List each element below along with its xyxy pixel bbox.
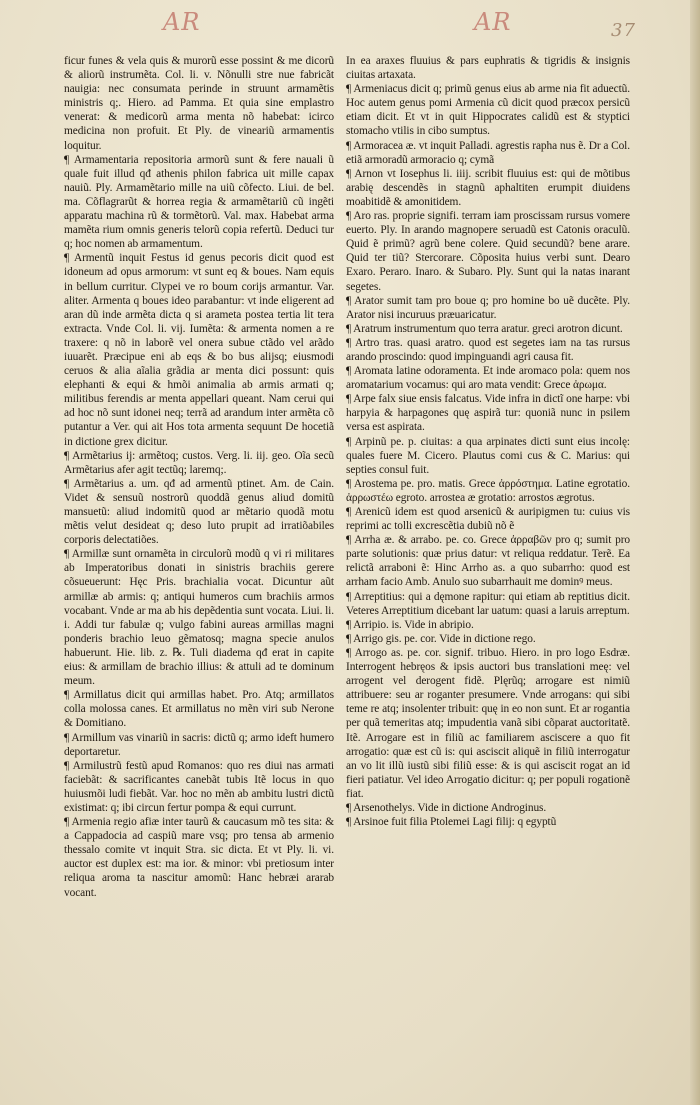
- entry-paragraph: ¶ Arripio. is. Vide in abripio.: [346, 618, 474, 631]
- entry-paragraph: In ea araxes fluuius & pars euphratis & tigridis & insignis ciuitas artaxata.: [346, 55, 630, 82]
- entry-paragraph: ¶ Armillæ sunt ornamẽta in circulorũ modũ q vi ri militares ab Imperatoribus donati in sinistris brachiis gerere cõsueuerunt: Hęc Pris. brachialia vocat. Dicuntur aũt armillæ ab armis: q; antiqui humeros cum brachiis armos vocabant. Vnde ar ma ab his depẽdentia sunt vocata. Liui. li. i. Addi tur fabulæ q; vulgo fabini aureas armillas magni ponderis brachio leuo gẽmatosq; magna specie anulos habuerunt. Hie. lib. z. ℞. Tuli diadema qđ erat in capite eius: & armillam de brachio illius: & attuli ad te dominum meum.: [64, 548, 334, 688]
- entry-paragraph: ¶ Aro ras. proprie signifi. terram iam proscissam rursus vomere euerto. Ply. In arando magnopere seruadũ est Catonis oraculũ. Quid ẽ primũ? agrũ bene colere. Quid secundũ? bene arare. Quid ter tiũ? Stercorare. Cõposita huius verbi sunt. Dearo Exaro. Peraro. Inaro. & Subaro. Ply. Sunt qui la natas inarant segetes.: [346, 210, 630, 293]
- entry-paragraph: ¶ Armenia regio afiæ inter taurũ & caucasum mõ tes sita: & a Cappadocia ad caspiũ mare vsq; pro tensa ab armenio thessalo comite vt inquit Stra. sic dicta. Et vt Ply. li. vi. auctor est duplex est: ma ior. & minor: vbi pretiosum inter reliqua aroma ta nascitur amomũ: Hanc hebræi ararab vocant.: [64, 816, 334, 899]
- entry-paragraph: ¶ Arrigo gis. pe. cor. Vide in dictione rego.: [346, 632, 536, 645]
- entry-paragraph: ¶ Arreptitius: qui a dęmone rapitur: qui etiam ab reptitius dicit. Veteres Arreptitium dicebant lar uatum: quasi a laruis arreptum.: [346, 590, 630, 617]
- folio-number: 37: [611, 20, 636, 41]
- entry-paragraph: ¶ Arsinoe fuit filia Ptolemei Lagi filij: q egyptũ: [346, 816, 557, 829]
- entry-paragraph: ¶ Aromata latine odoramenta. Et inde aromaco pola: quem nos aromatarium vocamus: qui aro mata vendit: Grece ἀρωμα.: [346, 365, 630, 392]
- entry-paragraph: ¶ Arrogo as. pe. cor. signif. tribuo. Hiero. in pro logo Esdræ. Interrogent hebręos & ipsis auctori bus translationi meę: vel arrogent vel derogent fidẽ. Plęrũq; arrogare est nimiũ attribuere: seu ar roganter presumere. Vnde arrogans: qui sibi teme re atq; insolenter tribuit: quę in eo non sunt. Et ar rogantia per quã temeritas atq; impudentia vanã sibi cõparat auctoritatẽ. Itẽ. Arrogare est in filiũ ac familiarem asciscere a quo fit arrogatio: quæ est cũ is: qui asciscit aliquẽ in filiũ interrogatur an vo lit illũ iustũ sibi filiũ esse: & is qui asciscit rogat an id fieri patiatur. Vel ideo Arrogatio dicitur: q; per populi rogationẽ fiat.: [346, 646, 630, 800]
- entry-paragraph: ¶ Arpe falx siue ensis falcatus. Vide infra in dictĩ one harpe: vbi harpyia & harpagones quę aspirã tur: quoniã nunc in psilem versa est aspirata.: [346, 393, 630, 434]
- entry-paragraph: ¶ Arnon vt Iosephus li. iiij. scribit fluuius est: qui de mõtibus arabię descendẽs in stagnũ aphaltiten erumpit diuidens moabitidẽ & amonitidem.: [346, 167, 630, 208]
- entry-paragraph: ¶ Armẽtarius a. um. qđ ad armentũ ptinet. Am. de Cain. Videt & sensuũ nostrorũ quoddã genus aliud domitũ mansuetũ: aliud indomitũ quod ar mẽtario quodã motu mẽtis velut desideat q; deso luto prupit ad irratiõabiles corporis delectatiões.: [64, 477, 334, 547]
- entry-paragraph: ¶ Aratrum instrumentum quo terra aratur. greci arotron dicunt.: [346, 322, 623, 335]
- right-column: [346, 54, 630, 829]
- entry-paragraph: ¶ Armillum vas vinariũ in sacris: dictũ q; armo ideft humero deportaretur.: [64, 731, 334, 758]
- entry-paragraph: ¶ Armẽtarius ij: armẽtoq; custos. Verg. li. iij. geo. Oĩa secũ Armẽtarius afer agit tectũq; laremq;.: [64, 449, 334, 476]
- entry-paragraph: ¶ Artro tras. quasi aratro. quod est segetes iam na tas rursus arando proscindo: quod impinguandi agri causa fit.: [346, 336, 630, 363]
- entry-paragraph: ¶ Armamentaria repositoria armorũ sunt & fere nauali ũ quale fuit illud qđ athenis philon fabrica uit mille capax nauiũ. Ply. Armamẽtario mille na uiũ cõfecto. Liui. de bel. ma. Cõflagrarũt & horrea regia & armamẽtariũ cũ ingẽti apparatu machina rũ & tormẽtorũ. Val. max. Habebat arma mamẽta rium omnis generis telorũ copia refertũ. Deduci tur q; hoc nomen ab armamentum.: [64, 153, 334, 251]
- entry-paragraph: ficur funes & vela quis & murorũ esse possint & me dicorũ & aliorũ instrumẽta. Col. li. v. Nõnulli stre nue fabricãt nauigia: nec consumata perinde in struunt armamẽtis ministris q;. Hiero. ad Pamma. Et quia sine emplastro venerat: & medicorũ arma menta nõ habebat: icirco medicina non profuit. Et Ply. de vineariũ armamentis loquitur.: [64, 55, 334, 152]
- entry-paragraph: ¶ Arsenothelys. Vide in dictione Androginus.: [346, 801, 547, 814]
- entry-paragraph: ¶ Arator sumit tam pro boue q; pro homine bo uẽ ducẽte. Ply. Arator nisi incuruus præuaricatur.: [346, 294, 630, 321]
- entry-paragraph: ¶ Armillatus dicit qui armillas habet. Pro. Atq; armillatos colla molossa canes. Et armillatus no mẽn viri sub Nerone & Domitiano.: [64, 689, 334, 730]
- entry-paragraph: ¶ Armeniacus dicit q; primũ genus eius ab arme nia fit aduectũ. Hoc autem genus pomi Armenia cũ dicit quod præcox persicũ etiam dicit. Et vt in quit Hippocrates calidũ est & styptici stomacho vtilis in cibo sumptus.: [346, 83, 630, 138]
- running-head-left: AR: [163, 8, 201, 36]
- entry-paragraph: ¶ Arenicũ idem est quod arsenicũ & auripigmen tu: cuius vis reprimi ac tolli excrescẽtia dubiũ nõ ẽ: [346, 506, 630, 533]
- left-column: [64, 54, 334, 900]
- entry-paragraph: ¶ Armentũ inquit Festus id genus pecoris dicit quod est idoneum ad opus armorum: vt sunt eq & boues. Nam equis in bellum curritur. Clypei ve ro boum corijs armantur. Var. aliter. Armenta q boues ideo parabantur: vt inde eligerent ad aran dũ inde armẽta dicta q si arameta postea tertia lit tera extracta. Vnde Col. li. vij. Iumẽta: & armenta nomen a re traxere: q nõ in laborẽ vel onera subue ctãdo vel arãdo iuuarẽt. Præcipue eni ab eqs & bo bus alijsq; eiusmodi ceruos & alia aĩalia grãdia ar menta dici possunt: quis elephanti & equi & hmõi animalia ab armis armati q; militibus ferendis ar menta appellari queant. Nam cerui qui ad hoc nõ sunt idonei neq; terrã ad arandum inter armẽta cõ putantur a Ver. qui ait Hos tota armenta sequunt De hocetiã in dictione grex dicitur.: [64, 252, 334, 448]
- entry-paragraph: ¶ Arostema pe. pro. matis. Grece ἀρρόστημα. Latine egrotatio. ἀρρωστέω egroto. arrostea æ grotatio: arrostos ægrotus.: [346, 477, 630, 504]
- entry-paragraph: ¶ Arrha æ. & arrabo. pe. co. Grece ἀρραβῶν pro q; sumit pro parte solutionis: quæ prius datur: vt reliqua reddatur. Terẽ. Ea relictã arraboni ẽ: Hinc Arrho as. a quo subarrho: quod est arrham facio Amb. Anulo suo subarrhauit me dominꝰ meus.: [346, 534, 630, 589]
- page-edge: [690, 0, 700, 1105]
- entry-paragraph: ¶ Arpinũ pe. p. ciuitas: a qua arpinates dicti sunt eius incolę: quales fuere M. Cicero. Plautus comi cus & C. Marius: qui septies consul fuit.: [346, 435, 630, 476]
- entry-paragraph: ¶ Armilustrũ festũ apud Romanos: quo res diui nas armati faciebãt: & sacrificantes canebãt tubis Itẽ locus in quo huiusmõi ludi fiebãt. Var. hoc no mẽn ab ambitu lustri dictũ existimat: q; ibi circun fertur pompa & equi currunt.: [64, 759, 334, 814]
- entry-paragraph: ¶ Armoracea æ. vt inquit Palladi. agrestis rapha nus ẽ. Dr a Col. etiã armoradũ armoracio q; cymã: [346, 139, 630, 166]
- running-head-right: AR: [474, 8, 512, 36]
